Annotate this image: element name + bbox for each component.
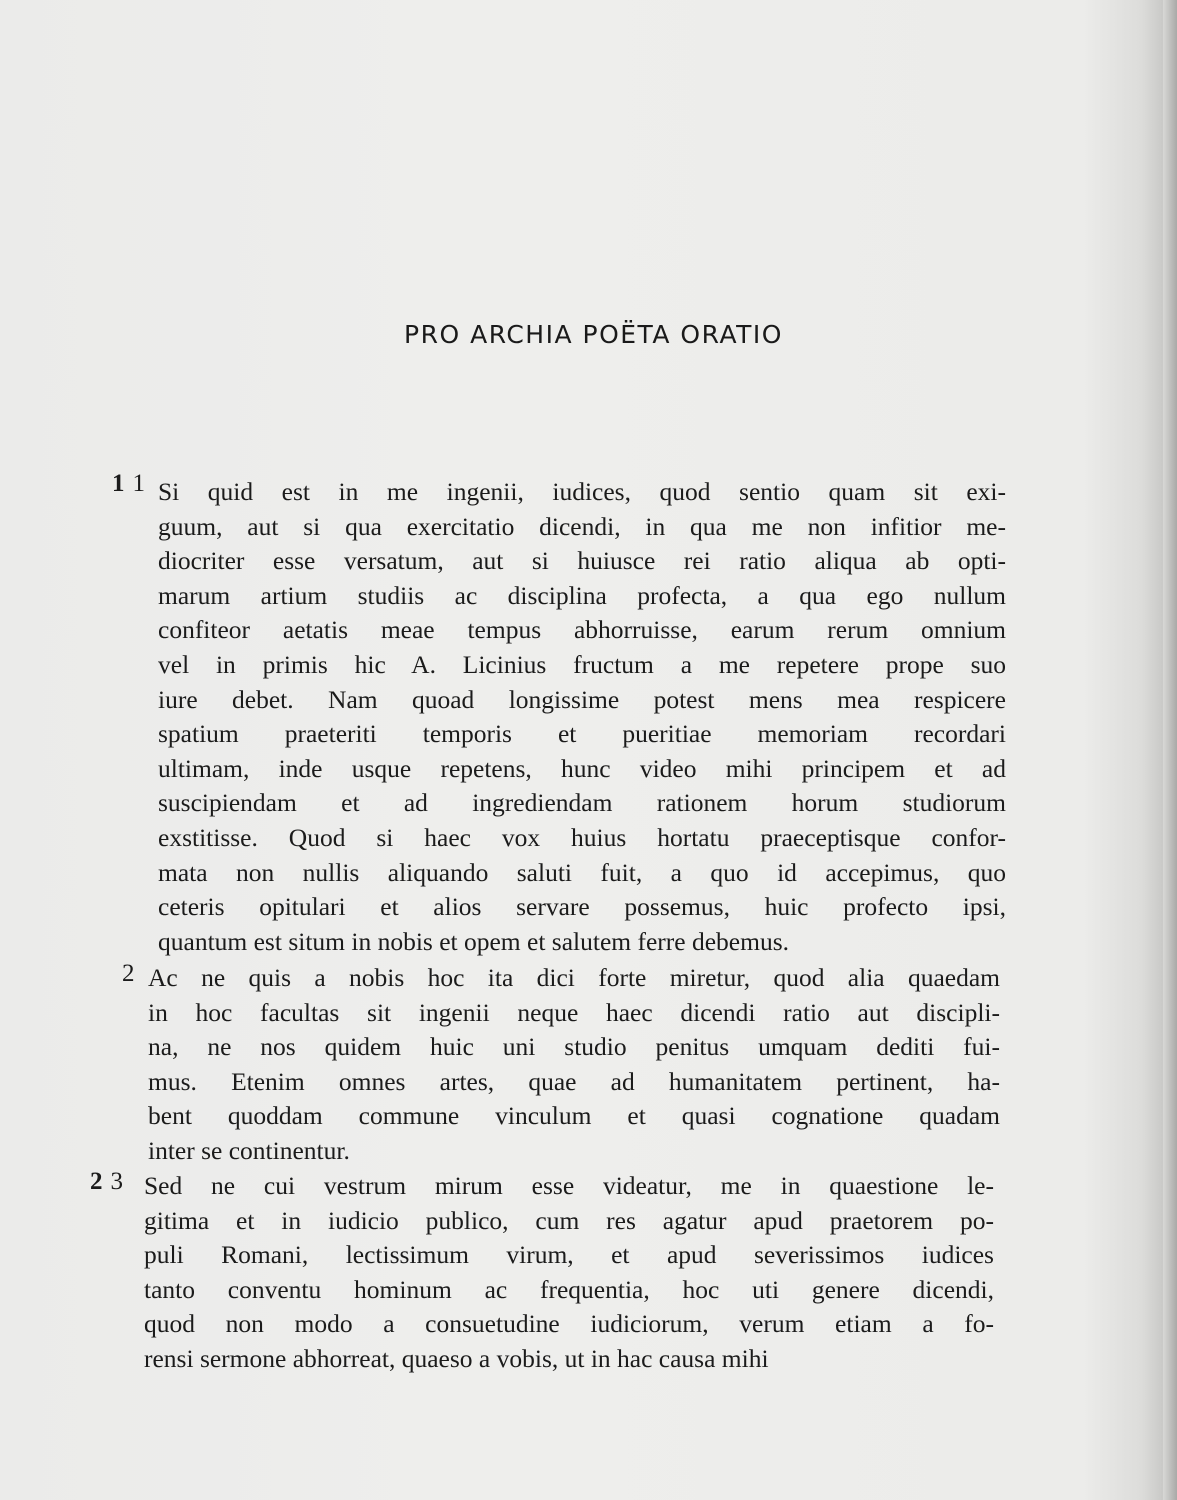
text-line: guum, aut si qua exercitatio dicendi, in qua me non infitior me- <box>158 511 1006 541</box>
paragraph-1 <box>158 475 1006 959</box>
text-line: exstitisse. Quod si haec vox huius hortatu praeceptisque confor- <box>158 822 1006 852</box>
text-line: mus. Etenim omnes artes, quae ad humanitatem pertinent, ha- <box>148 1066 1000 1096</box>
text-line: inter se continentur. <box>148 1135 350 1165</box>
text-line: ultimam, inde usque repetens, hunc video mihi principem et ad <box>158 753 1006 783</box>
paragraph-3 <box>144 1169 994 1377</box>
text-line: Si quid est in me ingenii, iudices, quod sentio quam sit exi- <box>158 477 1006 506</box>
text-line: quantum est situm in nobis et opem et salutem ferre debemus. <box>158 926 789 956</box>
text-line: gitima et in iudicio publico, cum res agatur apud praetorem po- <box>144 1205 994 1235</box>
text-line: confiteor aetatis meae tempus abhorruisse, earum rerum omnium <box>158 615 1006 645</box>
text-line: marum artium studiis ac disciplina profecta, a qua ego nullum <box>158 580 1006 610</box>
text-line: tanto conventu hominum ac frequentia, hoc uti genere dicendi, <box>144 1274 994 1304</box>
text-line: bent quoddam commune vinculum et quasi cognatione quadam <box>148 1101 1000 1131</box>
section-number: 2 <box>122 960 135 987</box>
text-line: mata non nullis aliquando saluti fuit, a quo id accepimus, quo <box>158 857 1006 887</box>
page-title <box>0 320 1177 349</box>
text-line: na, ne nos quidem huic uni studio penitus umquam dediti fui- <box>148 1032 1000 1062</box>
text-line: rensi sermone abhorreat, quaeso a vobis, ut in hac causa mihi <box>144 1343 769 1373</box>
text-line: vel in primis hic A. Licinius fructum a me repetere prope suo <box>158 649 1006 679</box>
text-line: diocriter esse versatum, aut si huiusce rei ratio aliqua ab opti- <box>158 546 1006 576</box>
text-line: Sed ne cui vestrum mirum esse videatur, me in quaestione le- <box>144 1171 994 1200</box>
section-number: 1 <box>132 470 145 497</box>
text-line: Ac ne quis a nobis hoc ita dici forte miretur, quod alia quaedam <box>148 963 1000 992</box>
text-line: puli Romani, lectissimum virum, et apud severissimos iudices <box>144 1240 994 1270</box>
page-edge <box>1163 0 1177 1500</box>
chapter-number: 1 <box>112 470 125 497</box>
chapter-number: 2 <box>90 1168 103 1195</box>
paragraph-2 <box>148 961 1000 1169</box>
text-line: ceteris opitulari et alios servare possemus, huic profecto ipsi, <box>158 892 1006 922</box>
text-line: quod non modo a consuetudine iudiciorum, verum etiam a fo- <box>144 1309 994 1339</box>
text-line: in hoc facultas sit ingenii neque haec dicendi ratio aut discipli- <box>148 997 1000 1027</box>
title-text: PRO ARCHIA POËTA ORATIO <box>404 320 783 349</box>
section-number: 3 <box>110 1168 123 1195</box>
section-marker-3 <box>90 1168 123 1196</box>
section-marker-1 <box>112 470 145 498</box>
text-line: suscipiendam et ad ingrediendam rationem horum studiorum <box>158 788 1006 818</box>
text-line: spatium praeteriti temporis et pueritiae memoriam recordari <box>158 719 1006 749</box>
section-marker-2 <box>122 960 135 988</box>
text-line: iure debet. Nam quoad longissime potest mens mea respicere <box>158 684 1006 714</box>
